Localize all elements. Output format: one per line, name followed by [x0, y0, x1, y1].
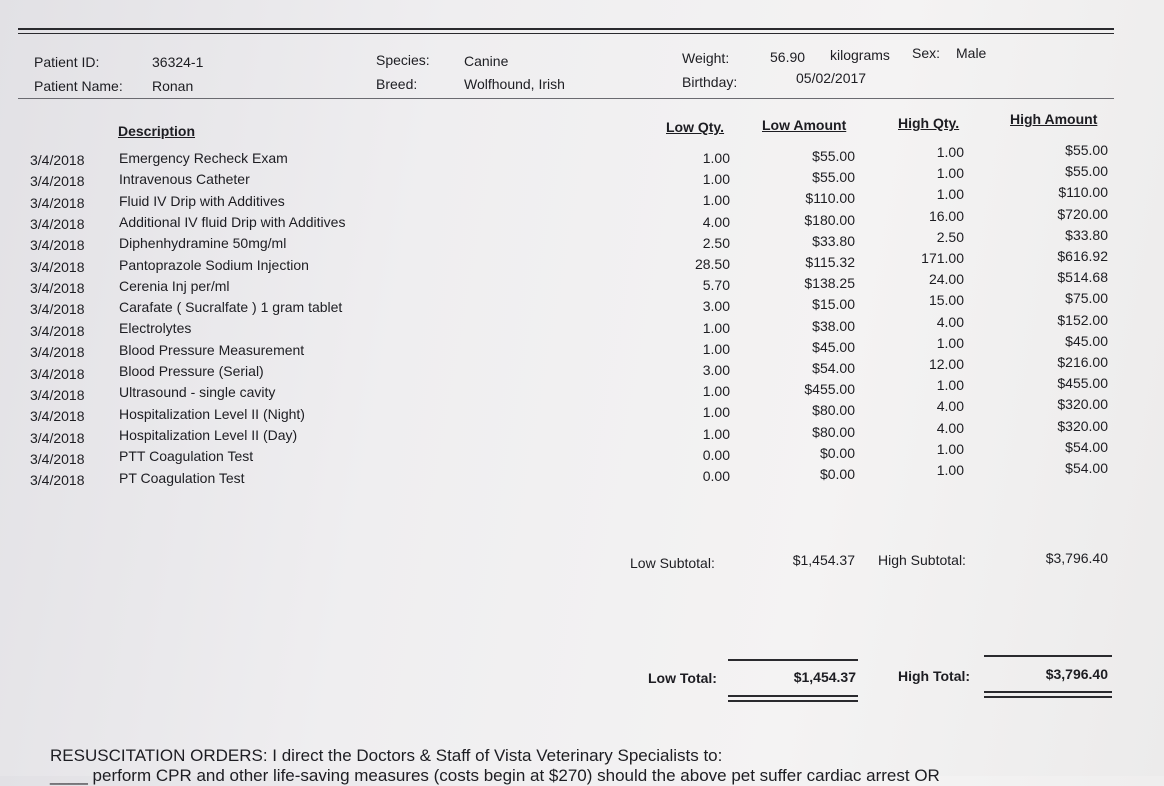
table-row [0, 438, 1164, 467]
row-low-qty: 0.00 [702, 446, 730, 463]
row-date: 3/4/2018 [30, 472, 85, 489]
low-subtotal-label: Low Subtotal: [630, 555, 715, 571]
row-date: 3/4/2018 [30, 258, 85, 275]
row-description: Carafate ( Sucralfate ) 1 gram tablet [119, 299, 343, 316]
weight-unit: kilograms [830, 47, 890, 63]
row-high-qty: 1.00 [936, 186, 964, 203]
row-date: 3/4/2018 [30, 237, 85, 254]
row-low-amount: $455.00 [804, 381, 855, 398]
row-date: 3/4/2018 [30, 365, 85, 382]
row-description: PT Coagulation Test [119, 469, 245, 486]
row-description: Blood Pressure Measurement [119, 341, 305, 358]
species-label: Species: [376, 52, 430, 68]
row-date: 3/4/2018 [30, 173, 85, 190]
header-high-amount: High Amount [1010, 111, 1098, 127]
patient-id-label: Patient ID: [34, 54, 100, 70]
row-high-amount: $55.00 [1065, 163, 1108, 180]
header-rule [18, 98, 1114, 99]
row-date: 3/4/2018 [30, 301, 85, 318]
table-row [0, 417, 1164, 446]
row-high-amount: $45.00 [1065, 332, 1108, 349]
high-total-rule-bottom-1 [984, 691, 1112, 693]
row-date: 3/4/2018 [30, 386, 85, 403]
row-description: Additional IV fluid Drip with Additives [119, 213, 346, 230]
row-date: 3/4/2018 [30, 152, 85, 168]
row-description: Emergency Recheck Exam [119, 150, 288, 166]
row-high-qty: 1.00 [936, 165, 964, 182]
row-high-qty: 24.00 [928, 271, 964, 288]
patient-id-value: 36324-1 [152, 54, 204, 70]
weight-label: Weight: [682, 50, 730, 66]
table-row [0, 226, 1164, 254]
row-low-amount: $138.25 [804, 275, 855, 292]
row-low-qty: 1.00 [702, 171, 730, 188]
row-low-amount: $38.00 [812, 317, 855, 334]
row-date: 3/4/2018 [30, 450, 85, 467]
row-low-qty: 4.00 [702, 213, 730, 230]
low-total-rule-top [728, 659, 858, 661]
top-rule-1 [18, 28, 1114, 30]
row-high-amount: $54.00 [1065, 460, 1108, 476]
row-low-qty: 3.00 [702, 298, 730, 315]
row-low-amount: $110.00 [805, 190, 855, 207]
row-low-amount: $55.00 [812, 148, 855, 164]
row-high-amount: $320.00 [1057, 417, 1108, 434]
row-high-qty: 1.00 [936, 440, 964, 457]
resuscitation-orders: RESUSCITATION ORDERS: I direct the Doctors & Staff of Vista Veterinary Specialists to: [50, 746, 723, 765]
table-row [0, 205, 1164, 233]
row-high-qty: 1.00 [936, 377, 964, 394]
species-value: Canine [464, 53, 509, 69]
table-row [0, 290, 1164, 318]
patient-name-label: Patient Name: [34, 78, 123, 94]
row-low-amount: $0.00 [819, 466, 855, 482]
table-row [0, 332, 1164, 361]
high-subtotal-label: High Subtotal: [878, 552, 966, 568]
table-row [0, 311, 1164, 339]
row-high-qty: 2.50 [936, 228, 964, 245]
row-date: 3/4/2018 [30, 429, 85, 446]
row-low-qty: 1.00 [702, 150, 730, 166]
row-low-qty: 3.00 [702, 362, 730, 378]
row-high-amount: $320.00 [1057, 396, 1108, 413]
row-description: Electrolytes [119, 320, 192, 337]
header-low-amount: Low Amount [762, 117, 847, 133]
high-subtotal-value: $3,796.40 [1045, 550, 1108, 566]
row-date: 3/4/2018 [30, 216, 85, 233]
table-row [0, 396, 1164, 425]
row-description: Pantoprazole Sodium Injection [119, 256, 309, 273]
row-description: Blood Pressure (Serial) [119, 363, 264, 379]
row-low-qty: 0.00 [702, 468, 730, 484]
row-date: 3/4/2018 [30, 280, 85, 297]
table-row [0, 163, 1164, 190]
row-low-qty: 1.00 [702, 425, 730, 442]
birthday-value: 05/02/2017 [796, 70, 867, 86]
row-low-amount: $55.00 [812, 169, 855, 186]
table-row [0, 460, 1164, 489]
row-low-qty: 1.00 [702, 383, 730, 400]
row-low-amount: $33.80 [812, 232, 855, 249]
row-high-amount: $33.80 [1065, 226, 1108, 243]
birthday-label: Birthday: [682, 74, 738, 90]
row-low-amount: $45.00 [812, 338, 855, 355]
row-high-amount: $616.92 [1057, 248, 1108, 264]
row-high-amount: $514.68 [1057, 269, 1108, 286]
row-high-qty: 16.00 [928, 207, 964, 224]
row-high-qty: 4.00 [936, 419, 964, 436]
low-total-value: $1,454.37 [793, 669, 856, 685]
table-row [0, 248, 1164, 275]
row-high-amount: $720.00 [1057, 205, 1108, 222]
row-description: Hospitalization Level II (Night) [119, 405, 305, 422]
row-high-amount: $455.00 [1057, 375, 1108, 392]
row-description: Ultrasound - single cavity [119, 384, 276, 401]
row-low-amount: $54.00 [812, 360, 855, 376]
row-description: Cerenia Inj per/ml [119, 277, 230, 294]
header-high-qty: High Qty. [898, 115, 960, 131]
row-high-qty: 171.00 [921, 250, 964, 266]
row-high-amount: $54.00 [1065, 438, 1108, 455]
row-high-qty: 4.00 [936, 313, 964, 330]
table-row [0, 142, 1164, 168]
row-high-qty: 15.00 [928, 292, 964, 309]
row-low-qty: 28.50 [694, 256, 730, 272]
row-high-amount: $110.00 [1058, 184, 1108, 201]
row-low-amount: $115.32 [805, 254, 855, 270]
resuscitation-cpr-line: ____ perform CPR and other life-saving measures (costs begin at $270) should the above pet suffer cardiac arrest OR [50, 766, 940, 785]
row-description: Hospitalization Level II (Day) [119, 426, 298, 443]
breed-value: Wolfhound, Irish [464, 76, 565, 92]
row-high-amount: $152.00 [1057, 311, 1108, 328]
row-high-qty: 4.00 [936, 398, 964, 415]
header-description: Description [118, 123, 196, 139]
weight-value: 56.90 [770, 49, 806, 65]
row-date: 3/4/2018 [30, 408, 85, 425]
row-low-amount: $180.00 [804, 211, 855, 228]
row-low-qty: 1.00 [702, 319, 730, 336]
low-total-rule-bottom-1 [728, 695, 858, 697]
row-low-qty: 5.70 [702, 277, 730, 294]
high-total-rule-top [984, 655, 1112, 657]
row-low-amount: $80.00 [812, 423, 855, 440]
breed-label: Breed: [376, 76, 418, 92]
high-total-rule-bottom-2 [984, 696, 1112, 698]
patient-name-value: Ronan [152, 78, 194, 94]
row-description: PTT Coagulation Test [119, 448, 254, 465]
row-high-qty: 12.00 [928, 356, 964, 372]
row-description: Diphenhydramine 50mg/ml [119, 235, 287, 252]
high-total-value: $3,796.40 [1045, 666, 1108, 682]
row-high-qty: 1.00 [936, 144, 964, 160]
row-date: 3/4/2018 [30, 322, 85, 339]
row-high-amount: $55.00 [1065, 142, 1108, 158]
row-low-qty: 1.00 [702, 404, 730, 421]
table-row [0, 269, 1164, 297]
row-low-qty: 1.00 [702, 340, 730, 357]
low-subtotal-value: $1,454.37 [792, 552, 855, 568]
row-description: Fluid IV Drip with Additives [119, 192, 285, 209]
top-rule-2 [18, 33, 1114, 34]
low-total-label: Low Total: [648, 670, 717, 686]
row-date: 3/4/2018 [30, 344, 85, 361]
row-description: Intravenous Catheter [119, 171, 250, 188]
table-row [0, 354, 1164, 382]
row-high-qty: 1.00 [936, 334, 964, 351]
row-low-amount: $0.00 [819, 444, 855, 461]
table-row [0, 184, 1164, 211]
row-date: 3/4/2018 [30, 194, 85, 211]
header-low-qty: Low Qty. [666, 119, 725, 135]
row-low-qty: 2.50 [702, 234, 730, 251]
sex-value: Male [956, 45, 987, 61]
row-low-amount: $80.00 [812, 402, 855, 419]
row-high-amount: $216.00 [1057, 354, 1108, 370]
sex-label: Sex: [912, 45, 941, 61]
row-high-amount: $75.00 [1065, 290, 1108, 307]
high-total-label: High Total: [898, 668, 971, 684]
table-row [0, 375, 1164, 403]
low-total-rule-bottom-2 [728, 700, 858, 702]
row-low-qty: 1.00 [702, 192, 730, 209]
row-low-amount: $15.00 [812, 296, 855, 313]
row-high-qty: 1.00 [936, 462, 964, 478]
